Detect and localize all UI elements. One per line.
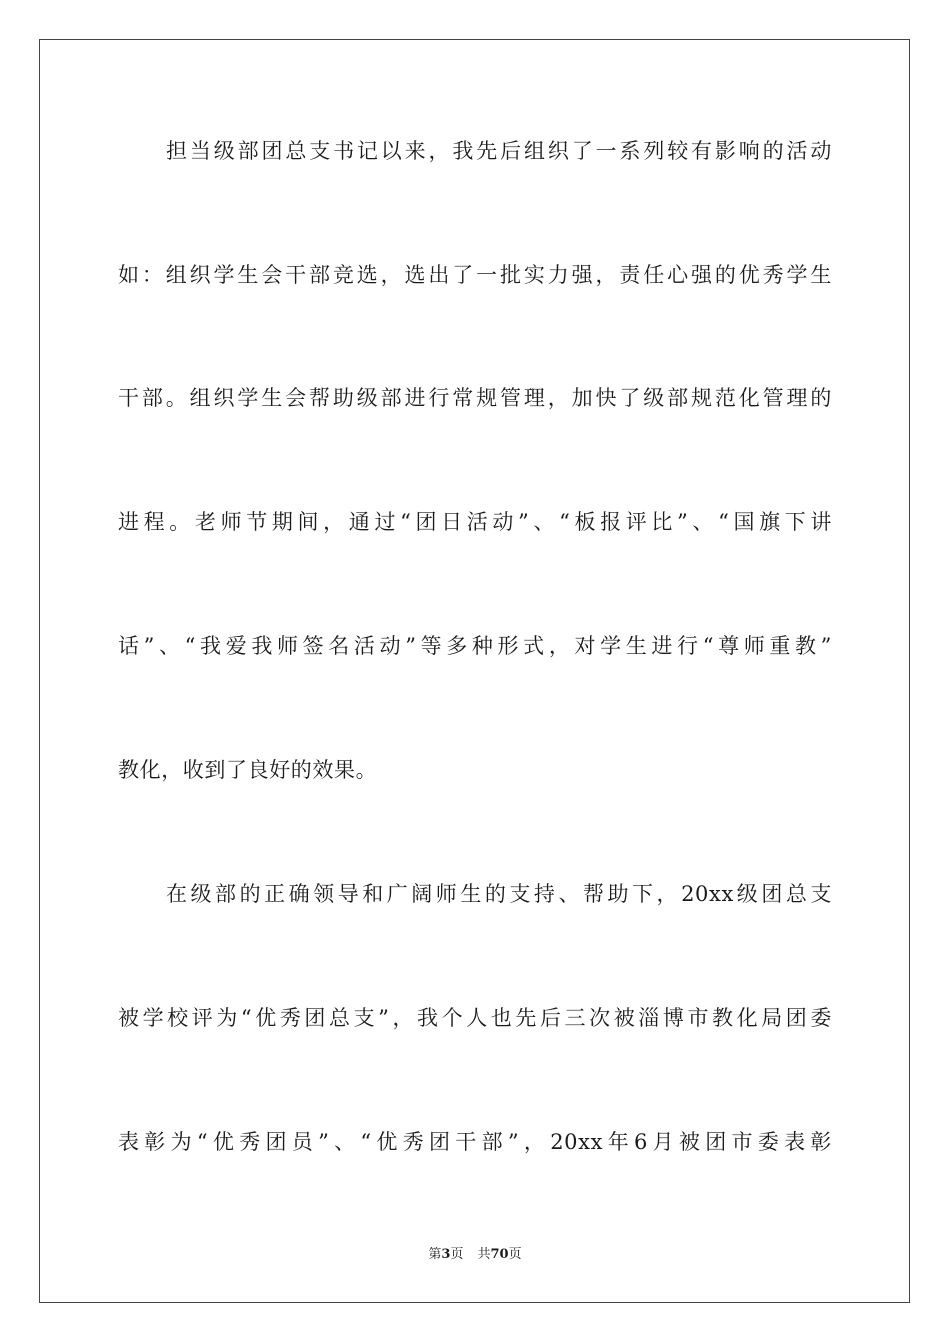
paragraph-line-1: 担当级部团总支书记以来，我先后组织了一系列较有影响的活动 xyxy=(166,139,832,163)
paragraph-line-6: 教化，收到了良好的效果。 xyxy=(118,758,378,782)
paragraph-line-9: 表彰为“优秀团员”、“优秀团干部”，20xx年6月被团市委表彰 xyxy=(118,1130,832,1154)
paragraph-line-8: 被学校评为“优秀团总支”，我个人也先后三次被淄博市教化局团委 xyxy=(118,1006,832,1030)
total-prefix: 共 xyxy=(477,1247,491,1262)
paragraph-line-7: 在级部的正确领导和广阔师生的支持、帮助下，20xx级团总支 xyxy=(166,882,832,906)
paragraph-line-5: 话”、“我爱我师签名活动”等多种形式，对学生进行“尊师重教” xyxy=(118,634,832,658)
page-border xyxy=(39,39,910,1303)
page-prefix: 第 xyxy=(428,1247,442,1262)
paragraph-line-4: 进程。老师节期间，通过“团日活动”、“板报评比”、“国旗下讲 xyxy=(118,510,832,534)
paragraph-line-2: 如：组织学生会干部竞选，选出了一批实力强，责任心强的优秀学生 xyxy=(118,263,832,287)
total-suffix: 页 xyxy=(508,1247,522,1262)
total-pages: 70 xyxy=(490,1247,509,1262)
page-footer xyxy=(0,1246,950,1264)
page-suffix: 页 xyxy=(450,1247,464,1262)
page-number: 3 xyxy=(441,1247,451,1262)
paragraph-line-3: 干部。组织学生会帮助级部进行常规管理，加快了级部规范化管理的 xyxy=(118,386,832,410)
